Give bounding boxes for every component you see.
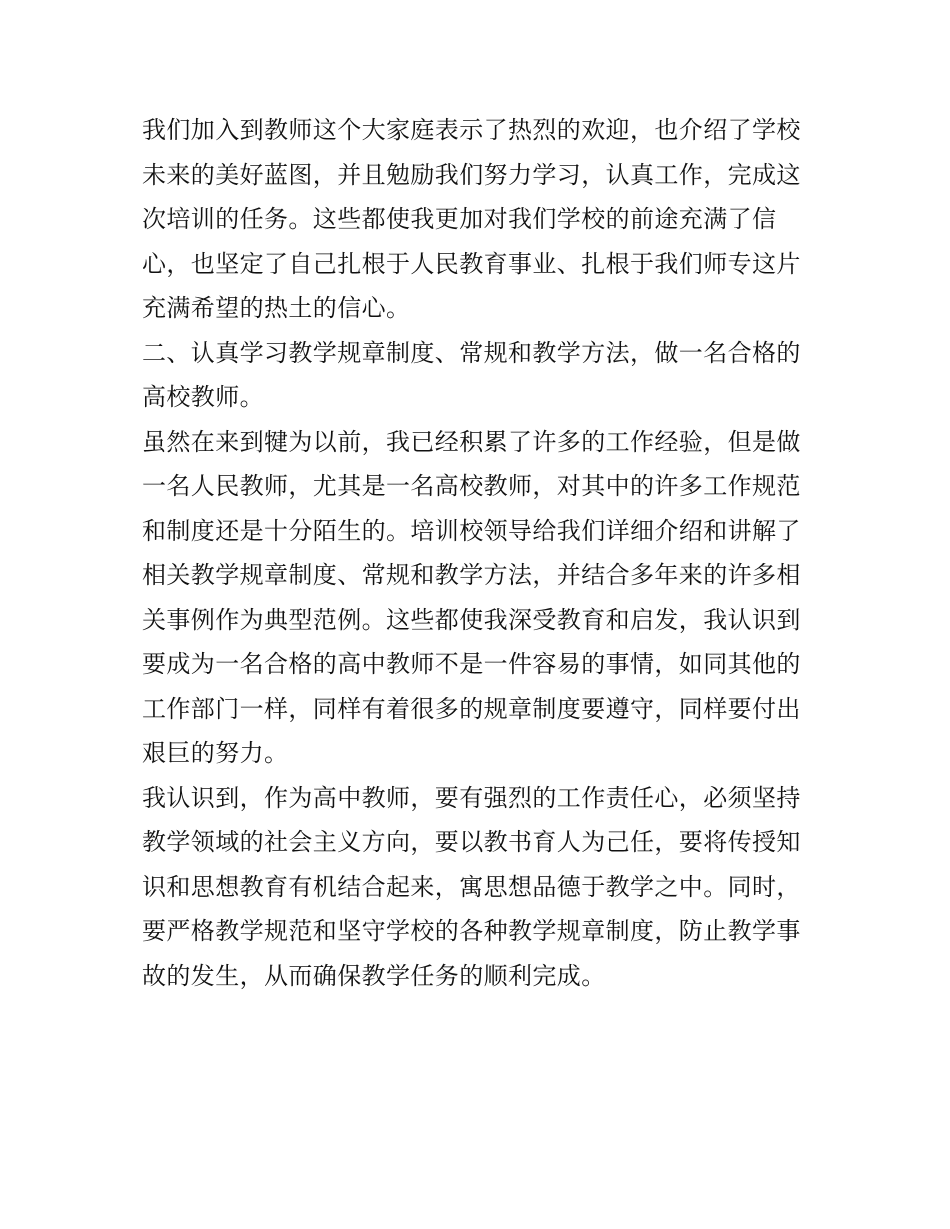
text-line: 和制度还是十分陌生的。培训校领导给我们详细介绍和讲解了 [142,516,801,545]
body-text [142,108,814,998]
text-line: 识和思想教育有机结合起来，寓思想品德于教学之中。同时， [142,872,801,901]
text-line: 次培训的任务。这些都使我更加对我们学校的前途充满了信 [142,205,777,233]
section-heading-line: 二、认真学习教学规章制度、常规和教学方法，做一名合格的 [142,338,801,367]
text-line: 我认识到，作为高中教师，要有强烈的工作责任心，必须坚持 [142,783,801,812]
section-heading-line: 高校教师。 [142,383,264,411]
text-line: 要成为一名合格的高中教师不是一件容易的事情，如同其他的 [142,650,801,678]
text-line: 艰巨的努力。 [142,739,289,767]
text-line: 虽然在来到犍为以前，我已经积累了许多的工作经验，但是做 [142,427,801,456]
text-line: 一名人民教师，尤其是一名高校教师，对其中的许多工作规范 [142,472,801,500]
text-line: 充满希望的热土的信心。 [142,294,411,322]
text-line: 相关教学规章制度、常规和教学方法，并结合多年来的许多相 [142,561,801,589]
text-line: 故的发生，从而确保教学任务的顺利完成。 [142,961,606,990]
text-line: 心，也坚定了自己扎根于人民教育事业、扎根于我们师专这片 [142,249,801,278]
text-line: 关事例作为典型范例。这些都使我深受教育和启发，我认识到 [142,605,801,634]
text-line: 未来的美好蓝图，并且勉励我们努力学习，认真工作，完成这 [142,160,801,189]
text-line: 我们加入到教师这个大家庭表示了热烈的欢迎，也介绍了学校 [142,116,801,144]
text-line: 工作部门一样，同样有着很多的规章制度要遵守，同样要付出 [142,694,801,723]
text-line: 教学领域的社会主义方向，要以教书育人为己任，要将传授知 [142,828,801,856]
text-line: 要严格教学规范和坚守学校的各种教学规章制度，防止教学事 [142,917,801,945]
